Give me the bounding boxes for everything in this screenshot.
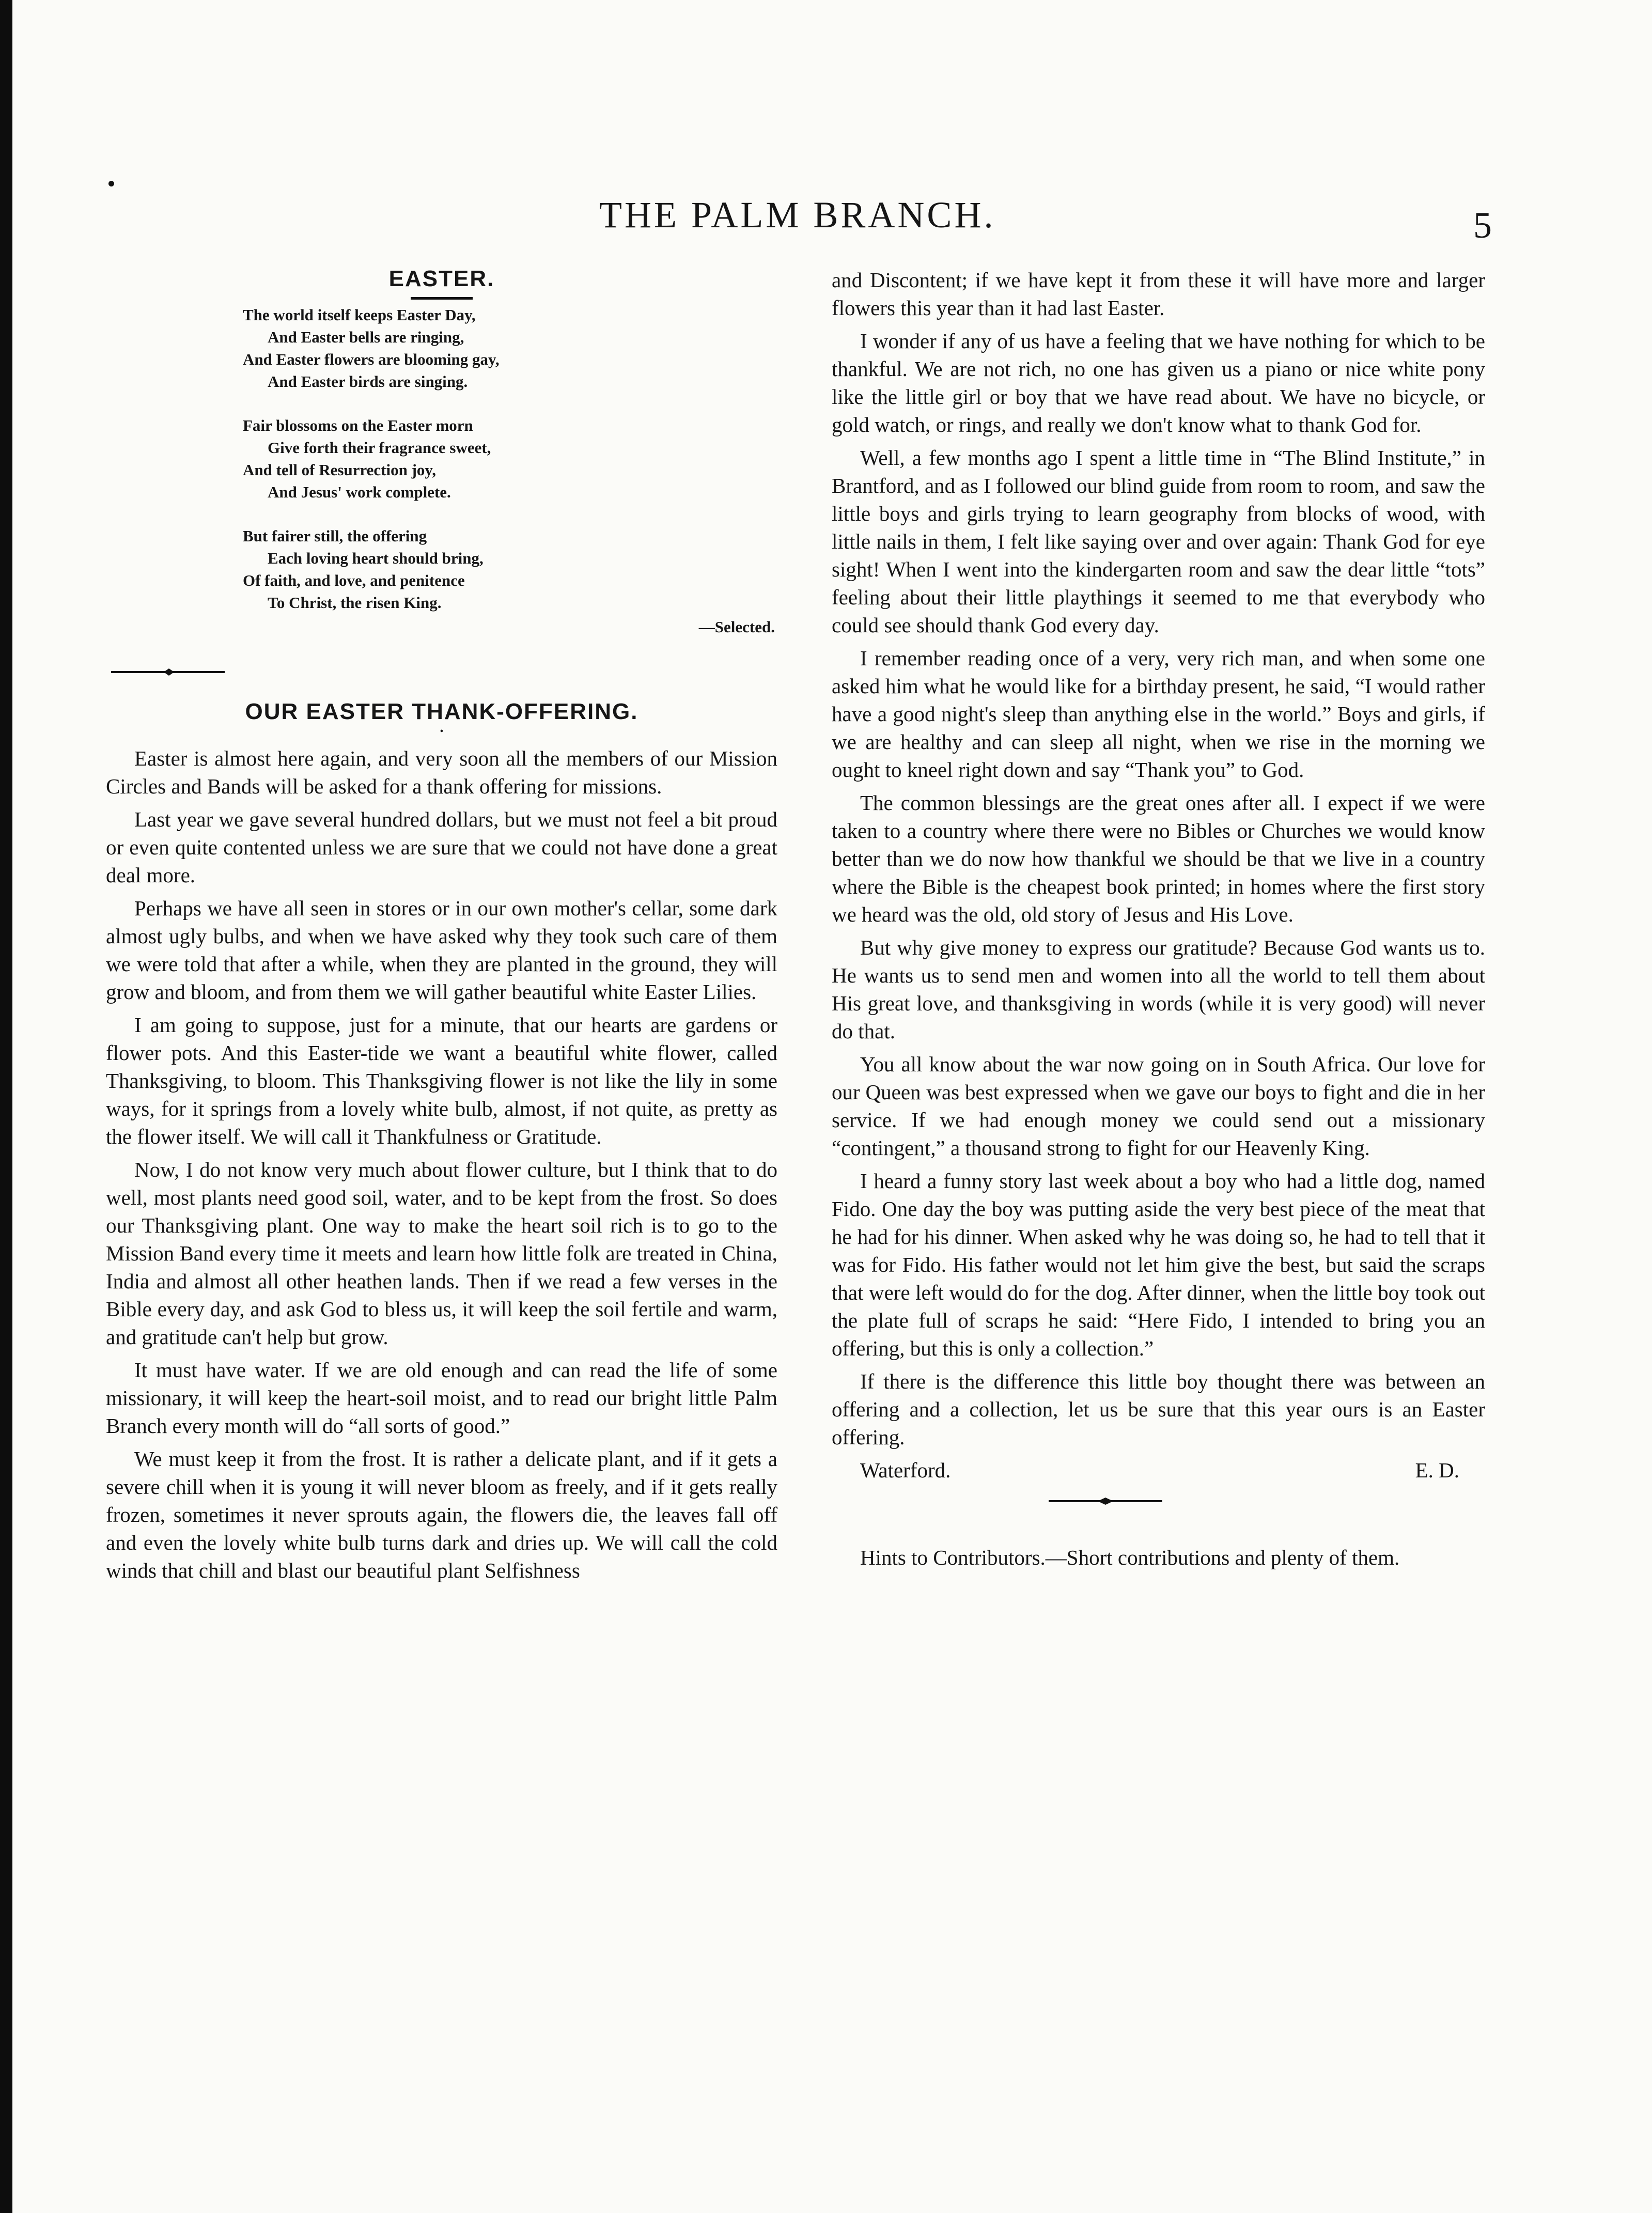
decorative-dot: • xyxy=(440,726,444,737)
paragraph: Easter is almost here again, and very soon all the members of our Mission Circles and Bands will be asked for a thank offering for missions. xyxy=(106,746,777,798)
poem-stanza xyxy=(243,525,777,614)
paragraph: But why give money to express our gratitude? Because God wants us to. He wants us to send men and women into all the world to tell them about His great love, and thanksgiving in words (while it is very good) will never do that. xyxy=(832,936,1485,1043)
article-place: Waterford. xyxy=(860,1458,951,1482)
ornament-divider xyxy=(106,663,230,681)
poem-title: EASTER. xyxy=(388,266,495,291)
paragraph: I wonder if any of us have a feeling that we have nothing for which to be thankful. We are not rich, no one has given us a piano or nice white pony like the little girl or boy that we have read about. We have no bicycle, or gold watch, or rings, and really we don't know what to thank God for. xyxy=(832,329,1485,437)
right-column xyxy=(832,266,1485,1571)
ornament-divider xyxy=(1028,1492,1183,1510)
paragraph-continued: and Discontent; if we have kept it from these it will have more and larger flowers this year than it had last Easter. xyxy=(832,268,1485,320)
scan-speck xyxy=(108,181,114,186)
paragraph: I remember reading once of a very, very rich man, and when some one asked him what he would like for a birthday present, he said, “I would rather have a good night's sleep than anything else in the world.” Boys and girls, if we are healthy and can sleep all night, when we rise in the morning we ought to kneel right down and say “Thank you” to God. xyxy=(832,646,1485,782)
article-signoff xyxy=(832,1456,1485,1484)
paragraph: Now, I do not know very much about flower culture, but I think that to do well, most plants need good soil, water, and to be kept from the frost. So does our Thanksgiving plant. One way to make the heart soil rich is to go to the Mission Band every time it meets and learn how little folk are treated in China, India and almost all other heathen lands. Then if we read a few verses in the Bible every day, and ask God to bless us, it will keep the soil fertile and warm, and gratitude can't help but grow. xyxy=(106,1158,777,1349)
poem-line: Give forth their fragrance sweet, xyxy=(268,439,491,457)
poem-stanza xyxy=(243,414,777,503)
scan-edge-bar xyxy=(0,0,12,2213)
paragraph: We must keep it from the frost. It is rather a delicate plant, and if it gets a severe chill when it is young it will never bloom as freely, and if it gets really frozen, sometimes it never sprouts again, the flowers die, the leaves fall off and even the lovely white bulb turns dark and dries up. We will call the cold winds that chill and blast our beautiful plant Selfishness xyxy=(106,1447,777,1582)
poem-line: And Easter flowers are blooming gay, xyxy=(243,350,500,368)
poem xyxy=(106,304,777,614)
poem-line: And tell of Resurrection joy, xyxy=(243,461,436,479)
paragraph: It must have water. If we are old enough and can read the life of some missionary, it will keep the heart-soil moist, and to read our bright little Palm Branch every month will do “all sorts of good.” xyxy=(106,1358,777,1438)
title-rule xyxy=(411,297,473,300)
poem-stanza xyxy=(243,304,777,393)
poem-line: But fairer still, the offering xyxy=(243,527,427,545)
contributors-notice: Hints to Contributors.—Short contributions and plenty of them. xyxy=(860,1546,1400,1569)
publication-title: THE PALM BRANCH. xyxy=(599,194,996,236)
poem-line: Fair blossoms on the Easter morn xyxy=(243,416,473,434)
page-number: 5 xyxy=(1473,205,1492,246)
article-body-left xyxy=(106,744,777,1584)
article-signature: E. D. xyxy=(1415,1458,1459,1482)
paragraph: Last year we gave several hundred dollars, but we must not feel a bit proud or even quite contented unless we are sure that we could not have done a great deal more. xyxy=(106,807,777,887)
paragraph: The common blessings are the great ones after all. I expect if we were taken to a country where there were no Bibles or Churches we would know better than we do now how thankful we should be that we live in a country where the Bible is the cheapest book printed; in homes where the first story we heard was the old, old story of Jesus and His Love. xyxy=(832,791,1485,926)
article-title: OUR EASTER THANK-OFFERING. xyxy=(245,699,638,724)
poem-line: The world itself keeps Easter Day, xyxy=(243,306,476,324)
paragraph: Well, a few months ago I spent a little time in “The Blind Institute,” in Brantford, and as I followed our blind guide from room to room, and saw the little boys and girls trying to learn geography from blocks of wood, with little nails in them, I felt like saying over and over again: Thank God for eye sight! When I went into the kindergarten room and saw the dear little “tots” feeling about their little playthings it seemed to me that everybody who could see should thank God every day. xyxy=(832,446,1485,637)
poem-line: Of faith, and love, and penitence xyxy=(243,571,465,589)
poem-line: And Easter birds are singing. xyxy=(268,372,468,391)
paragraph: I am going to suppose, just for a minute, that our hearts are gardens or flower pots. And this Easter-tide we want a beautiful white flower, called Thanksgiving, to bloom. This Thanksgiving flower is not like the lily in some ways, for it springs from a lovely white bulb, almost, if not quite, as pretty as the flower itself. We will call it Thankfulness or Gratitude. xyxy=(106,1013,777,1148)
paragraph: If there is the difference this little boy thought there was between an offering and a collection, let us be sure that this year ours is an Easter offering. xyxy=(832,1369,1485,1449)
paragraph: You all know about the war now going on in South Africa. Our love for our Queen was best expressed when we gave our boys to fight and die in her service. If we had enough money we could send out a missionary “contingent,” a thousand strong to fight for our Heavenly King. xyxy=(832,1052,1485,1160)
poem-attribution: —Selected. xyxy=(698,618,775,636)
poem-line: Each loving heart should bring, xyxy=(268,549,484,567)
poem-line: And Jesus' work complete. xyxy=(268,483,451,501)
left-column xyxy=(106,266,777,1589)
paragraph: Perhaps we have all seen in stores or in our own mother's cellar, some dark almost ugly bulbs, and when we have asked why they took such care of them we were told that after a while, when they are planted in the ground, they will grow and bloom, and from them we will gather beautiful white Easter Lilies. xyxy=(106,896,777,1004)
page-header xyxy=(0,194,1652,251)
paragraph: I heard a funny story last week about a boy who had a little dog, named Fido. One day the boy was putting aside the very best piece of the meat that he had for his dinner. When asked why he was doing so, he had to tell that it was for Fido. His father would not let him give the best, but said the scraps that were left would do for the dog. After dinner, when the little boy took out the plate full of scraps he said: “Here Fido, I intended to bring you an offering, but this is only a collection.” xyxy=(832,1169,1485,1360)
article-body-right xyxy=(832,266,1485,1451)
poem-line: To Christ, the risen King. xyxy=(268,594,442,612)
poem-line: And Easter bells are ringing, xyxy=(268,328,464,346)
